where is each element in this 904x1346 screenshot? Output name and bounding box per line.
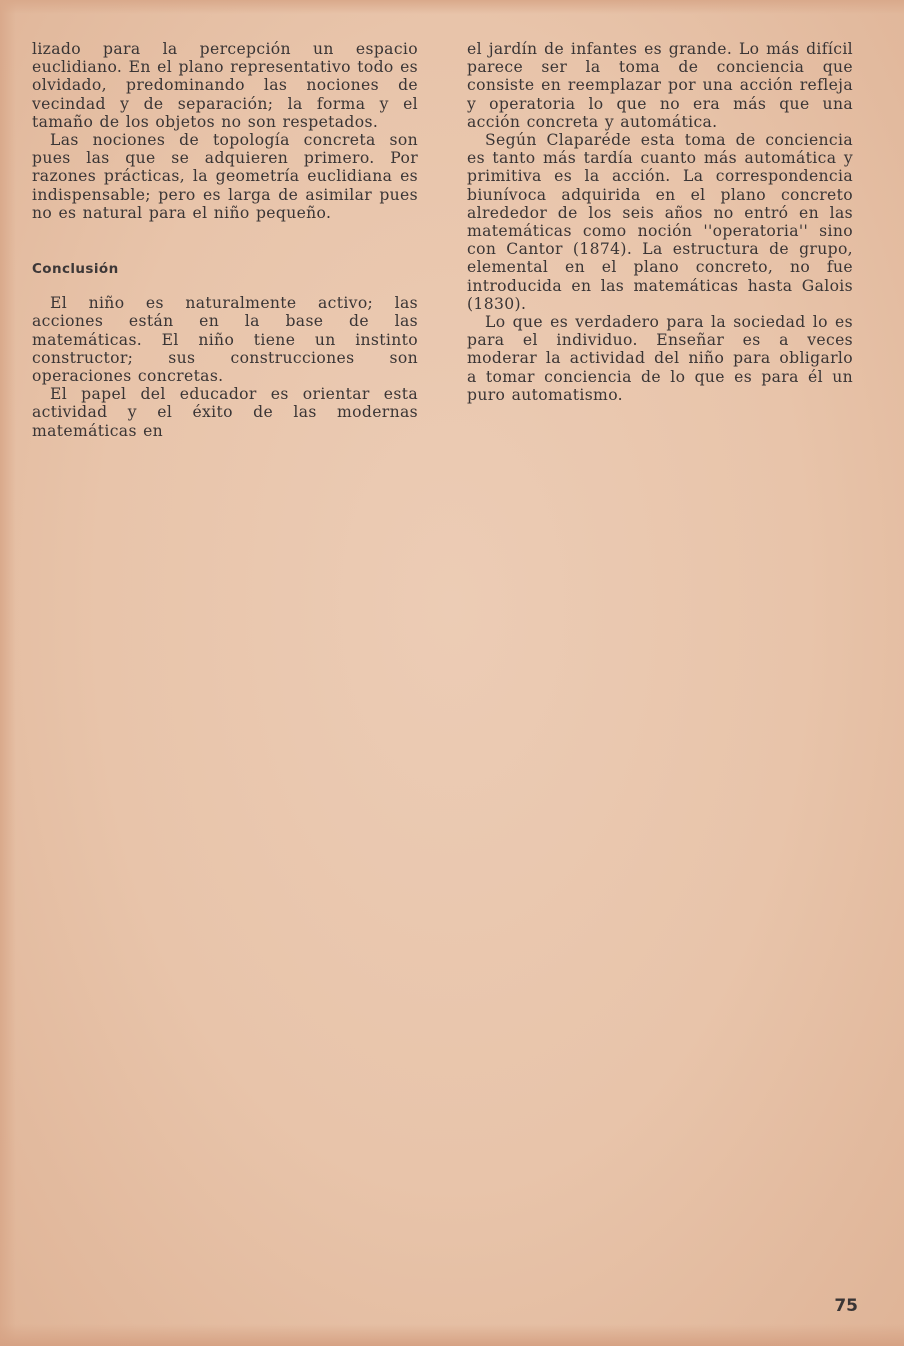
left-paragraph-4: El papel del educador es orientar esta actividad y el éxito de las modernas matemáticas en (32, 385, 418, 440)
right-column (467, 40, 853, 404)
left-paragraph-1: lizado para la percepción un espacio euclidiano. En el plano representativo todo es olvidado, predominando las nociones de vecindad y de separación; la forma y el tamaño de los objetos no son respetados. (32, 40, 418, 131)
page-edge-bottom (0, 1324, 904, 1346)
left-column (32, 40, 418, 440)
page-edge-left (0, 0, 16, 1346)
right-paragraph-3: Lo que es verdadero para la sociedad lo es para el individuo. Enseñar es a veces moderar la actividad del niño para obligarlo a tomar conciencia de lo que es para él un puro automatismo. (467, 313, 853, 404)
left-paragraph-2: Las nociones de topología concreta son pues las que se adquieren primero. Por razones prácticas, la geometría euclidiana es indispensable; pero es larga de asimilar pues no es natural para el niño pequeño. (32, 131, 418, 222)
page-number: 75 (834, 1296, 858, 1316)
page-edge-top (0, 0, 904, 14)
left-paragraph-3: El niño es naturalmente activo; las acciones están en la base de las matemáticas. El niño tiene un instinto constructor; sus construcciones son operaciones concretas. (32, 294, 418, 386)
section-heading: Conclusión (32, 261, 119, 278)
right-paragraph-2: Según Claparéde esta toma de conciencia es tanto más tardía cuanto más automática y primitiva es la acción. La correspondencia biunívoca adquirida en el plano concreto alrededor de los seis años no entró en las matemáticas como noción ''operatoria'' sino con Cantor (1874). La estructura de grupo, elemental en el plano concreto, no fue introducida en las matemáticas hasta Galois (1830). (467, 131, 853, 313)
right-paragraph-1: el jardín de infantes es grande. Lo más difícil parece ser la toma de conciencia que consiste en reemplazar por una acción refleja y operatoria lo que no era más que una acción concreta y automática. (467, 40, 853, 131)
